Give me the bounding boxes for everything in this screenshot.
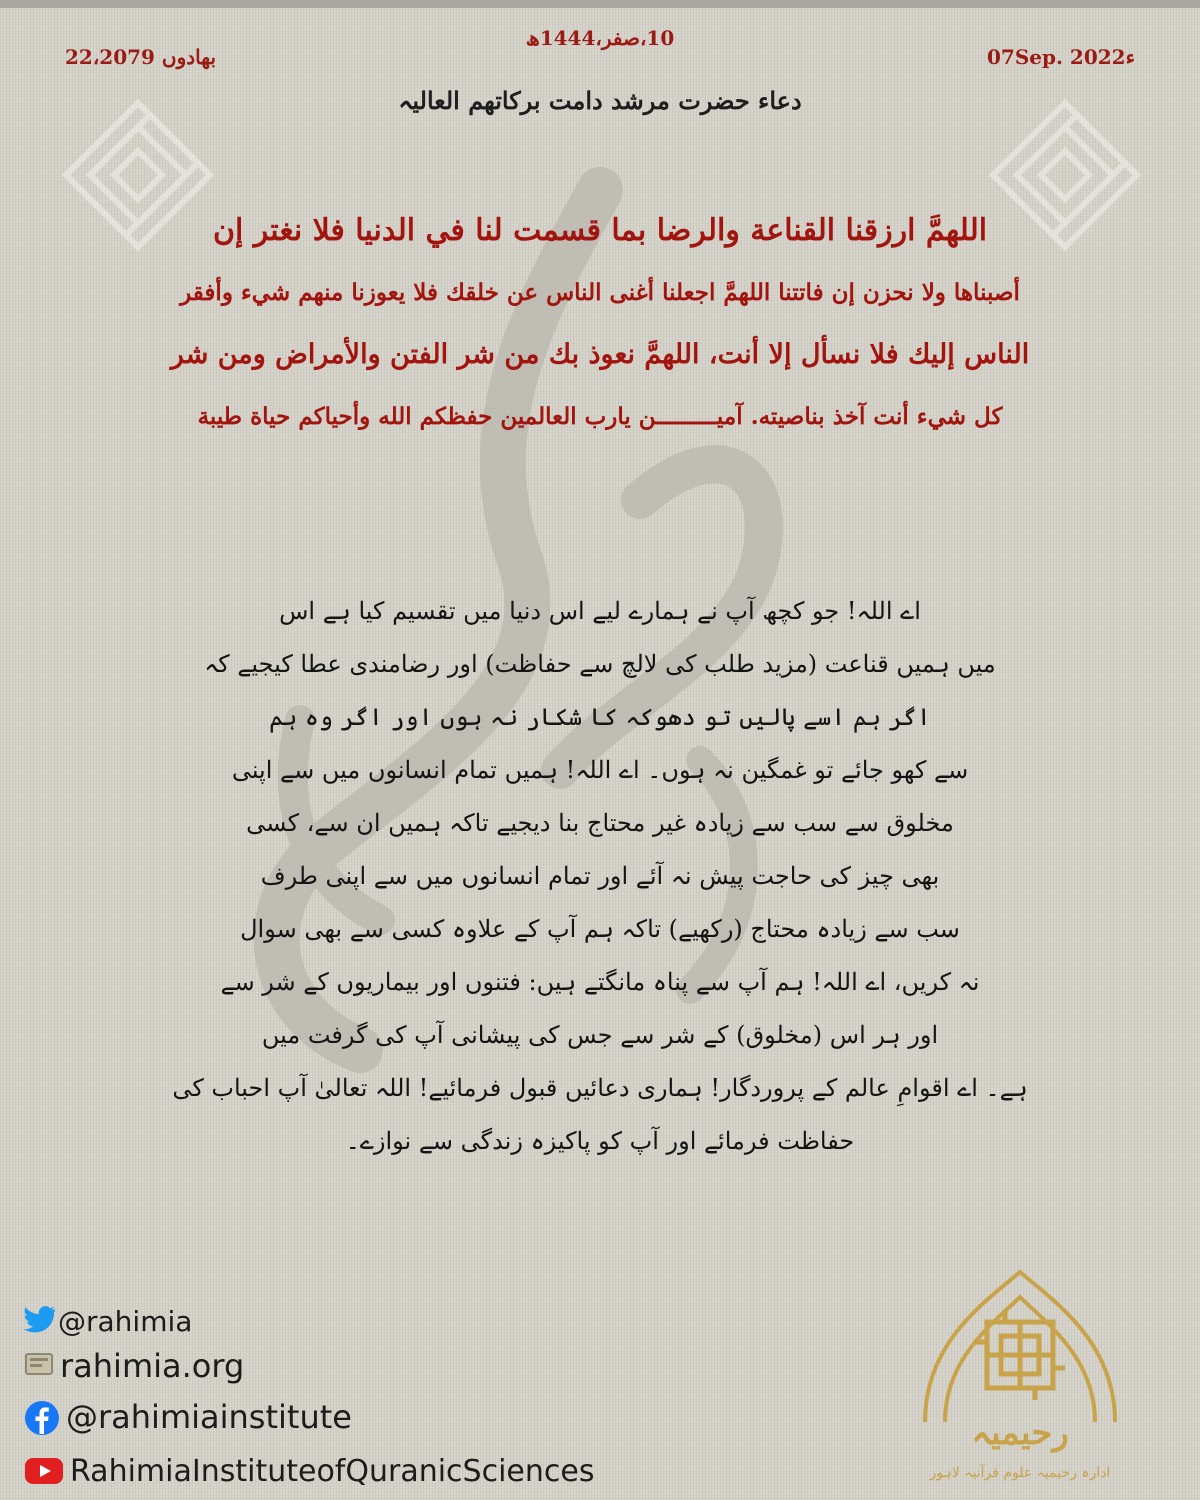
- urdu-line: اگر ہم اسے پالیں تو دھوکہ کا شکار نہ ہوں اور اگر وہ ہم: [269, 703, 931, 731]
- dua-arabic-text: [80, 200, 1120, 448]
- urdu-line: میں ہمیں قناعت (مزید طلب کی لالچ سے حفاظت) اور رضامندی عطا کیجیے کہ: [204, 650, 996, 678]
- arabic-line: كل شيء أنت آخذ بناصيته. آميـــــــــن يارب العالمين حفظكم الله وأحياكم حياة طيبة: [197, 403, 1003, 430]
- urdu-line: بھی چیز کی حاجت پیش نہ آئے اور تمام انسانوں میں سے اپنی طرف: [260, 862, 940, 890]
- urdu-line: اور ہر اس (مخلوق) کے شر سے جس کی پیشانی آپ کی گرفت میں: [261, 1021, 939, 1049]
- urdu-line: سب سے زیادہ محتاج (رکھیے) تاکہ ہم آپ کے علاوہ کسی سے بھی سوال: [240, 915, 960, 943]
- arabic-line: اللهمَّ ارزقنا القناعة والرضا بما قسمت لنا في الدنيا فلا نغتر إن: [212, 213, 988, 248]
- twitter-handle: @rahimia: [58, 1305, 193, 1338]
- urdu-line: حفاظت فرمائے اور آپ کو پاکیزہ زندگی سے نوازے۔: [345, 1127, 855, 1155]
- logo-subtitle: ادارہ رحیمیہ علوم قرآنیہ لاہور: [929, 1465, 1111, 1481]
- urdu-translation: [150, 585, 1050, 1168]
- twitter-icon: [24, 1305, 56, 1333]
- date-hijri: 10،صفر،1444ھ: [525, 26, 675, 50]
- website-url: rahimia.org: [60, 1347, 245, 1385]
- urdu-line: مخلوق سے سب سے زیادہ غیر محتاج بنا دیجیے تاکہ ہمیں ان سے، کسی: [246, 809, 954, 837]
- rahimia-logo: [905, 1262, 1135, 1492]
- facebook-handle: @rahimiainstitute: [66, 1398, 352, 1436]
- youtube-icon: [24, 1456, 64, 1486]
- urdu-line: سے کھو جائے تو غمگین نہ ہوں۔ اے اللہ! ہمیں تمام انسانوں میں سے اپنی: [231, 756, 969, 784]
- urdu-line: اے اللہ! جو کچھ آپ نے ہمارے لیے اس دنیا میں تقسیم کیا ہے اس: [279, 597, 921, 625]
- urdu-line: نہ کریں، اے اللہ! ہم آپ سے پناہ مانگتے ہیں: فتنوں اور بیماریوں کے شر سے: [220, 968, 980, 996]
- arabic-line: أصبناها ولا نحزن إن فاتتنا اللهمَّ اجعلنا أغنى الناس عن خلقك فلا يعوزنا منهم شيء وأفقر: [180, 279, 1020, 306]
- website-icon: [24, 1349, 54, 1379]
- urdu-line: ہے۔ اے اقوامِ عالم کے پروردگار! ہماری دعائیں قبول فرمائیے! اللہ تعالیٰ آپ احباب کی: [172, 1074, 1028, 1102]
- date-bikrami: 22،بھادوں 2079: [65, 45, 217, 69]
- date-gregorian: 07Sep. 2022ء: [987, 45, 1135, 69]
- youtube-channel: RahimiaInstituteofQuranicSciences: [70, 1454, 595, 1489]
- arabic-line: الناس إليك فلا نسأل إلا أنت، اللهمَّ نعوذ بك من شر الفتن والأمراض ومن شر: [170, 339, 1030, 370]
- logo-name: رحیمیہ: [971, 1413, 1069, 1453]
- page-title: دعاء حضرت مرشد دامت برکاتھم العالیہ: [398, 86, 802, 115]
- facebook-icon: [24, 1400, 60, 1436]
